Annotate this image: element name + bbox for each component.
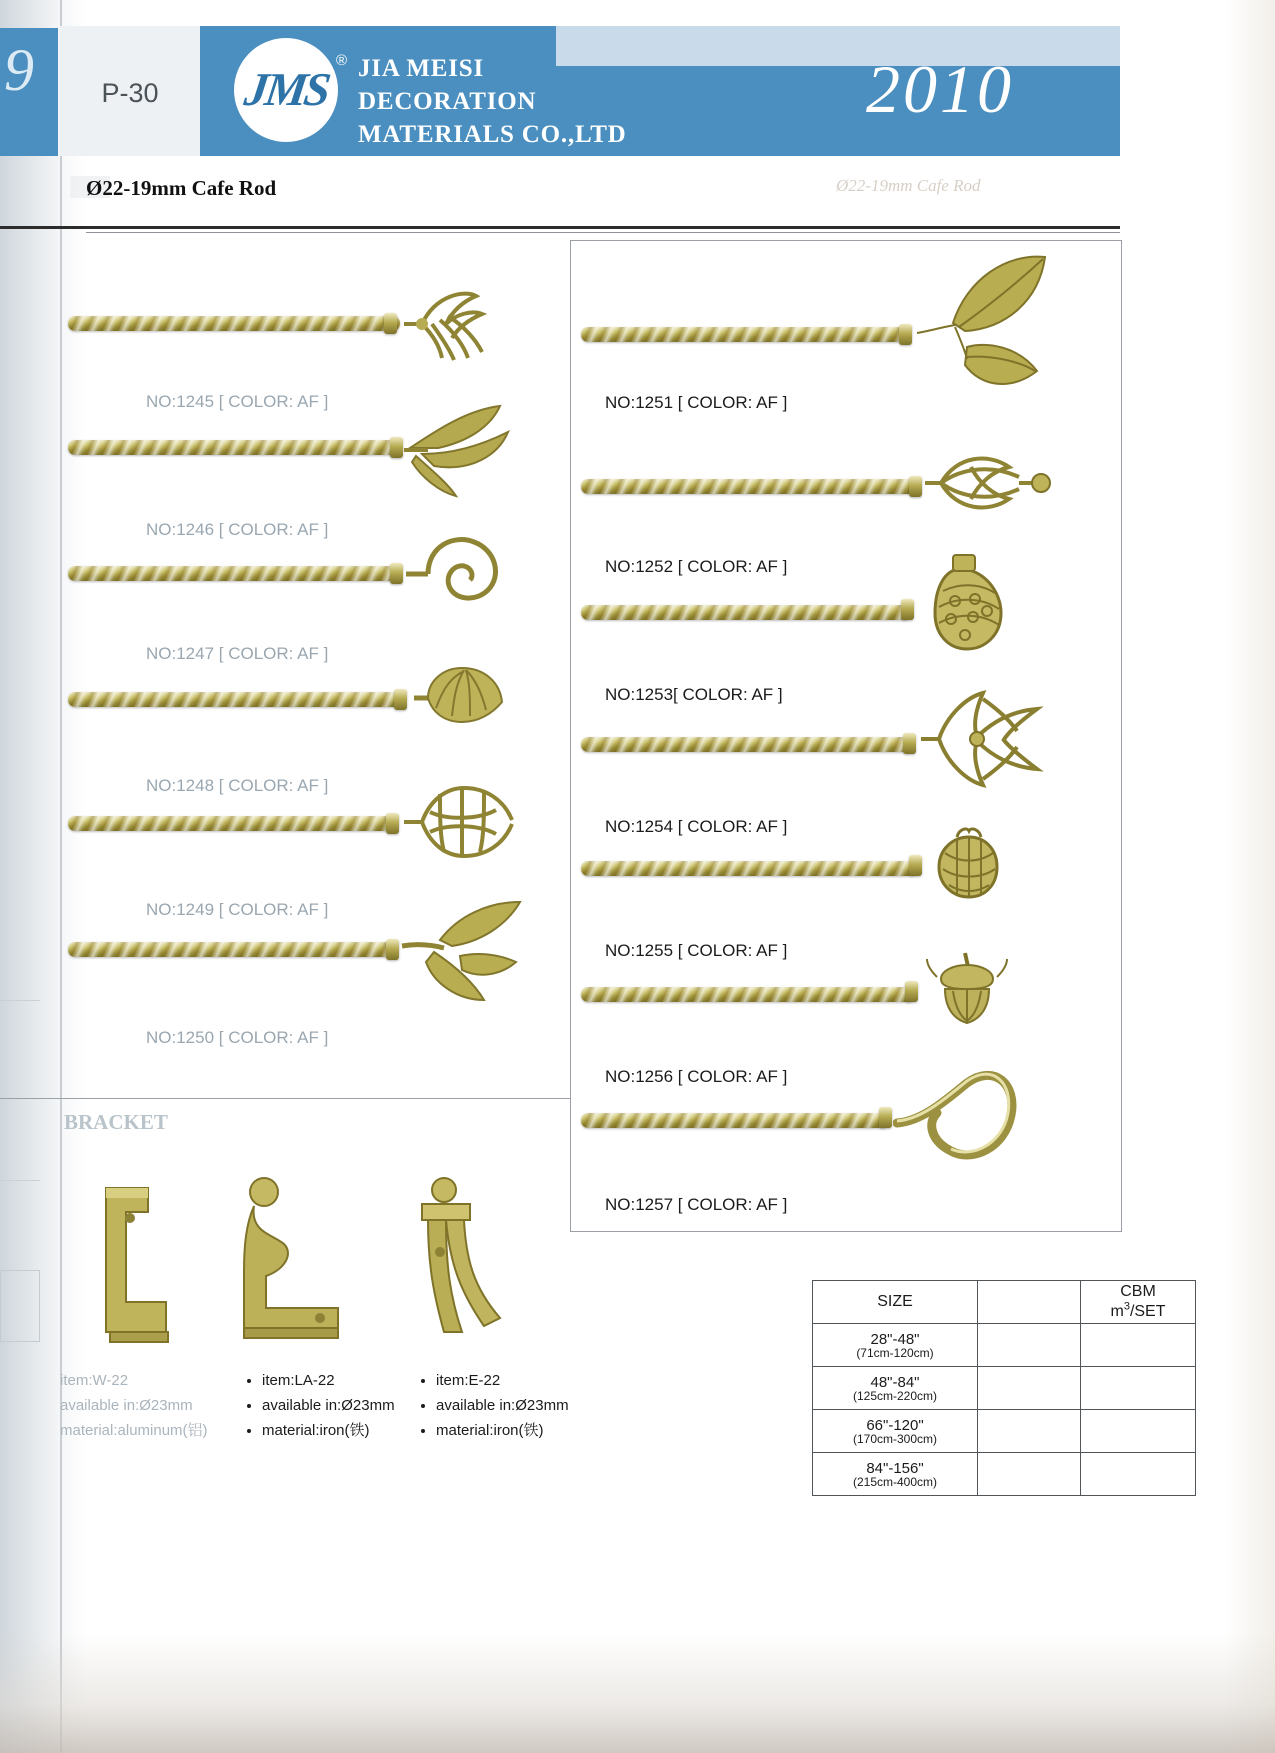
curtain-rod: [68, 440, 398, 455]
blank-cell: [978, 1453, 1081, 1496]
bracket-image-w22: [92, 1182, 202, 1357]
urn-spike-finial: [919, 949, 1019, 1033]
size-inches: 28"-48": [870, 1330, 920, 1348]
curtain-rod: [581, 861, 917, 876]
bracket-item-code: item:W-22: [60, 1372, 129, 1389]
crown-finial: [400, 774, 530, 874]
curtain-rod: [581, 737, 913, 752]
rod-collar: [879, 1107, 892, 1128]
shell-finial: [408, 652, 518, 748]
header-band-highlight: [556, 26, 1120, 66]
product-caption: NO:1248 [ COLOR: AF ]: [146, 776, 329, 795]
blank-cell: [978, 1367, 1081, 1410]
size-cm: (170cm-300cm): [852, 1431, 938, 1446]
size-inches: 66"-120": [866, 1416, 924, 1434]
company-name-line2: DECORATION: [358, 88, 537, 115]
leaf-cluster-finial: [404, 396, 524, 506]
curtain-rod: [581, 479, 919, 494]
corner-swirl-decoration: [0, 28, 58, 156]
section-title: Ø22-19mm Cafe Rod: [86, 176, 277, 200]
table-row: [813, 1410, 1196, 1453]
corner-swirl-glyph: 9: [4, 37, 34, 103]
cbm-column-header: [1081, 1281, 1196, 1324]
cbm-cell: [1081, 1367, 1196, 1410]
rod-collar: [390, 563, 403, 584]
table-header-row: [813, 1281, 1196, 1324]
bracket-section-divider: [0, 1098, 570, 1099]
company-name-line3: MATERIALS CO.,LTD: [358, 121, 627, 148]
bracket-item-available: • available in:Ø23mm: [436, 1393, 569, 1418]
product-item[interactable]: [571, 537, 1121, 704]
registered-trademark-icon: ®: [336, 52, 348, 69]
product-item[interactable]: [571, 1049, 1121, 1214]
page-number: P-30: [101, 78, 159, 108]
double-leaf-finial: [915, 251, 1055, 411]
size-column-header: SIZE: [813, 1281, 978, 1324]
table-row: [813, 1453, 1196, 1496]
product-item[interactable]: [571, 793, 1121, 960]
rod-collar: [386, 813, 399, 834]
product-caption: NO:1252 [ COLOR: AF ]: [605, 557, 788, 576]
product-caption: NO:1245 [ COLOR: AF ]: [146, 392, 329, 411]
pineapple-finial: [923, 827, 1013, 907]
fan-palmette-finial: [396, 284, 506, 364]
size-inches: 48"-84": [870, 1373, 920, 1391]
product-caption: NO:1249 [ COLOR: AF ]: [146, 900, 329, 919]
curtain-rod: [68, 692, 402, 707]
curtain-rod: [581, 605, 911, 620]
curtain-rod: [68, 566, 400, 581]
acanthus-spray-finial: [917, 687, 1047, 803]
rod-collar: [394, 689, 407, 710]
bracket-spec-w22: [60, 1368, 208, 1443]
company-name: [358, 52, 627, 151]
bracket-item-code: • item:E-22: [436, 1368, 569, 1393]
curtain-rod: [68, 816, 398, 831]
curtain-rod: [581, 987, 915, 1002]
product-item[interactable]: [571, 921, 1121, 1086]
bracket-spec-la22: [244, 1368, 395, 1443]
product-caption: NO:1246 [ COLOR: AF ]: [146, 520, 329, 539]
rod-collar: [903, 733, 916, 754]
product-item[interactable]: [571, 241, 1121, 412]
size-cell: [813, 1410, 978, 1453]
product-item[interactable]: [60, 240, 570, 411]
size-cm: (71cm-120cm): [856, 1345, 934, 1360]
company-name-line1: JIA MEISI: [358, 55, 484, 82]
curtain-rod: [68, 316, 400, 331]
product-item[interactable]: [60, 752, 570, 919]
birdcage-ball-finial: [923, 449, 1063, 519]
product-caption: NO:1254 [ COLOR: AF ]: [605, 817, 788, 836]
product-caption: NO:1256 [ COLOR: AF ]: [605, 1067, 788, 1086]
curtain-rod: [581, 327, 911, 342]
blank-cell: [978, 1324, 1081, 1367]
catalog-year: 2010: [866, 51, 1014, 127]
size-cm: (125cm-220cm): [852, 1388, 938, 1403]
bracket-image-e22: [400, 1176, 520, 1361]
page-edge-line: [0, 1000, 40, 1001]
logo-monogram: JMS: [241, 64, 331, 116]
product-caption: NO:1250 [ COLOR: AF ]: [146, 1028, 329, 1047]
product-column-left: [60, 240, 570, 1047]
cbm-label-line2: $m^3$/SET: [1110, 1300, 1166, 1321]
size-cell: [813, 1324, 978, 1367]
bracket-image-la22: [228, 1176, 358, 1361]
cbm-label-line1: CBM: [1120, 1282, 1156, 1300]
page-edge-artifact: [0, 1270, 40, 1342]
curtain-rod: [581, 1113, 889, 1128]
page-bottom-shadow: [0, 1633, 1275, 1753]
bracket-item-material: material:aluminum(铝): [60, 1422, 208, 1439]
company-logo: [234, 38, 338, 142]
table-row: [813, 1367, 1196, 1410]
rod-collar: [909, 476, 922, 497]
bracket-item-material: • material:iron(铁): [436, 1418, 569, 1443]
blank-column-header: [978, 1281, 1081, 1324]
bracket-item-material: • material:iron(铁): [262, 1418, 395, 1443]
bracket-heading: BRACKET: [64, 1110, 168, 1134]
bracket-item-code: • item:LA-22: [262, 1368, 395, 1393]
rod-collar: [909, 855, 922, 876]
bracket-item-available: available in:Ø23mm: [60, 1397, 193, 1414]
rod-collar: [901, 599, 914, 620]
product-caption: NO:1253[ COLOR: AF ]: [605, 685, 783, 704]
size-cell: [813, 1367, 978, 1410]
table-row: [813, 1324, 1196, 1367]
product-caption: NO:1251 [ COLOR: AF ]: [605, 393, 788, 412]
page-number-box: [60, 26, 200, 156]
product-item[interactable]: [60, 496, 570, 663]
spiral-finial: [404, 532, 514, 618]
blank-cell: [978, 1410, 1081, 1453]
rod-collar: [390, 437, 403, 458]
header-rule: [0, 226, 1120, 229]
header-rule-thin: [86, 232, 1120, 233]
product-item[interactable]: [571, 409, 1121, 576]
curtain-rod: [68, 942, 398, 957]
rod-collar: [386, 939, 399, 960]
product-caption: NO:1257 [ COLOR: AF ]: [605, 1195, 788, 1214]
product-caption: NO:1255 [ COLOR: AF ]: [605, 941, 788, 960]
product-item[interactable]: [60, 368, 570, 539]
rod-collar: [899, 324, 912, 345]
product-column-right: [570, 240, 1122, 1232]
filigree-teardrop-finial: [917, 551, 1027, 661]
bracket-spec-e22: [418, 1368, 569, 1443]
product-item[interactable]: [60, 624, 570, 795]
section-title-echo: Ø22-19mm Cafe Rod: [836, 176, 981, 195]
open-loop-finial: [893, 1063, 1023, 1173]
product-caption: NO:1247 [ COLOR: AF ]: [146, 644, 329, 663]
size-cm: (215cm-400cm): [852, 1474, 938, 1489]
size-cell: [813, 1453, 978, 1496]
product-item[interactable]: [571, 665, 1121, 836]
rod-collar: [905, 981, 918, 1002]
cbm-cell: [1081, 1324, 1196, 1367]
bracket-item-available: • available in:Ø23mm: [262, 1393, 395, 1418]
size-inches: 84"-156": [866, 1459, 924, 1477]
page-edge-line: [0, 1180, 40, 1181]
cbm-cell: [1081, 1410, 1196, 1453]
product-item[interactable]: [60, 880, 570, 1047]
branch-leaf-finial: [400, 900, 540, 1012]
cbm-cell: [1081, 1453, 1196, 1496]
size-table: [812, 1280, 1196, 1496]
